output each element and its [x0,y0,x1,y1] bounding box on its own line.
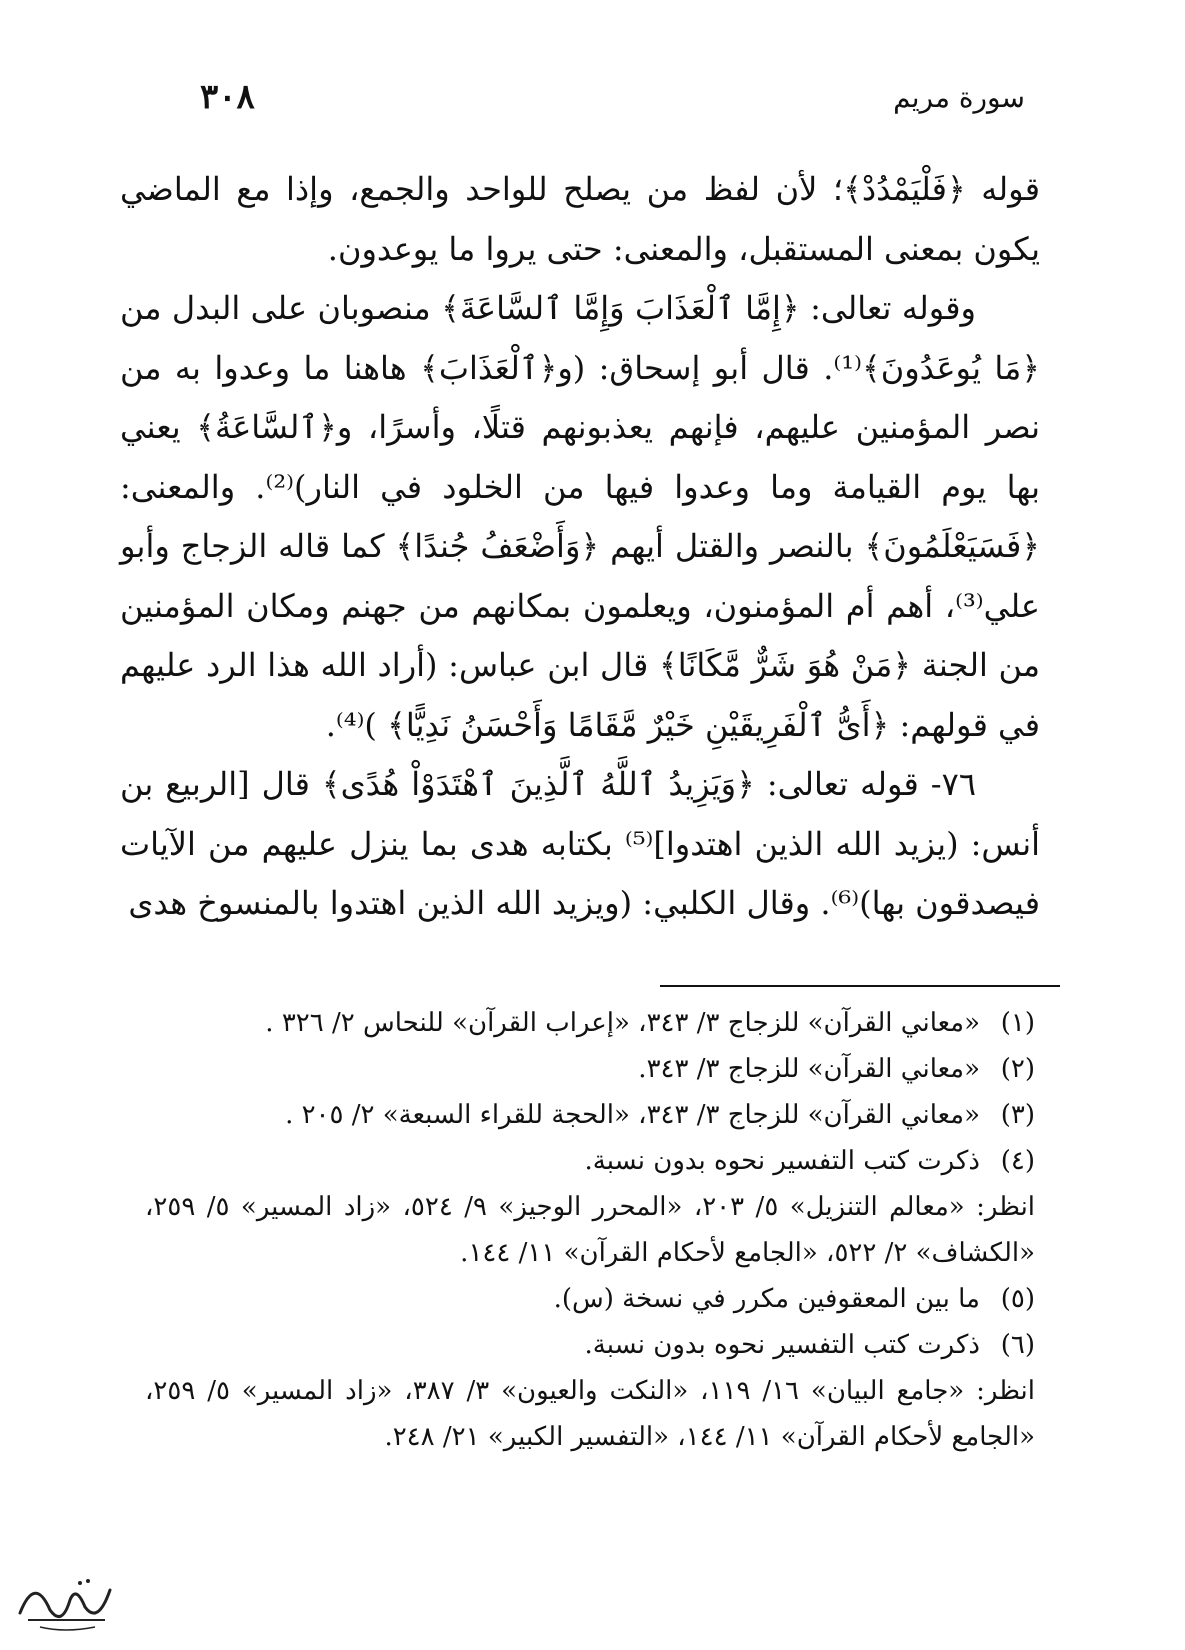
footnote-text: ذكرت كتب التفسير نحوه بدون نسبة. [584,1146,980,1176]
footnote-number: (٢) [1000,1054,1035,1084]
footnote-continuation: انظر: «جامع البيان» ١٦/ ١١٩، «النكت والعيون» ٣/ ٣٨٧، «زاد المسير» ٥/ ٢٥٩، «الجامع لأحكام القرآن» ١١/ ١٤٤، «التفسير الكبير» ٢١/ ٢٤٨. [145,1376,1035,1452]
footnote [145,1138,1035,1184]
paragraph: وقوله تعالى: ﴿إِمَّا ٱلْعَذَابَ وَإِمَّا ٱلسَّاعَةَ﴾ منصوبان على البدل من ﴿مَا يُوعَدُونَ﴾⁽¹⁾. قال أبو إسحاق: (و﴿ٱلْعَذَابَ﴾ هاهنا ما وعدوا به من نصر المؤمنين عليهم، فإنهم يعذبونهم قتلًا، وأسرًا، و﴿ٱلسَّاعَةُ﴾ يعني بها يوم القيامة وما وعدوا فيها من الخلود في النار)⁽²⁾. والمعنى: ﴿فَسَيَعْلَمُونَ﴾ بالنصر والقتل أيهم ﴿وَأَضْعَفُ جُندًا﴾ كما قاله الزجاج وأبو علي⁽³⁾، أهم أم المؤمنون، ويعلمون بمكانهم من جهنم ومكان المؤمنين من الجنة ﴿مَنْ هُوَ شَرٌّ مَّكَانًا﴾ قال ابن عباس: (أراد الله هذا الرد عليهم في قولهم: ﴿أَىُّ ٱلْفَرِيقَيْنِ خَيْرٌ مَّقَامًا وَأَحْسَنُ نَدِيًّا﴾ )⁽⁴⁾. [120,289,1041,744]
paragraph: قوله ﴿فَلْيَمْدُدْ﴾؛ لأن لفظ من يصلح للواحد والجمع، وإذا مع الماضي يكون بمعنى المستقبل، والمعنى: حتى يروا ما يوعدون. [120,170,1040,268]
footnotes [145,1000,1035,1460]
footnote-number: (٦) [1000,1330,1035,1360]
footnote [145,1092,1035,1138]
surah-title: سورة مريم [893,80,1025,114]
footnote-text: ذكرت كتب التفسير نحوه بدون نسبة. [584,1330,980,1360]
page-number: ٣٠٨ [200,77,255,117]
footnote-number: (٣) [1000,1100,1035,1130]
footnote-continuation: انظر: «معالم التنزيل» ٥/ ٢٠٣، «المحرر الوجيز» ٩/ ٥٢٤، «زاد المسير» ٥/ ٢٥٩، «الكشاف» ٢/ ٥٢٢، «الجامع لأحكام القرآن» ١١/ ١٤٤. [145,1192,1036,1268]
footnote-text: «معاني القرآن» للزجاج ٣/ ٣٤٣. [638,1054,980,1084]
footnote [145,1000,1035,1046]
footnote-number: (٤) [1000,1146,1035,1176]
main-text [120,160,1040,934]
footnote-text: ما بين المعقوفين مكرر في نسخة (س). [553,1284,980,1314]
paragraph: ٧٦- قوله تعالى: ﴿وَيَزِيدُ ٱللَّهُ ٱلَّذِينَ ٱهْتَدَوْاْ هُدًى﴾ قال [الربيع بن أنس: (يزيد الله الذين اهتدوا]⁽⁵⁾ بكتابه هدى بما ينزل عليهم من الآيات فيصدقون بها)⁽⁶⁾. وقال الكلبي: (ويزيد الله الذين اهتدوا بالمنسوخ هدى [120,765,1041,922]
footnote [145,1046,1035,1092]
footnote [145,1322,1035,1368]
footnote-number: (١) [1000,1008,1035,1038]
footnote-number: (٥) [1000,1284,1035,1314]
calligraphy-stamp-logo [10,1565,120,1635]
page-header [200,72,1025,122]
footnote-divider [660,985,1060,987]
footnote [145,1276,1035,1322]
footnote-text: «معاني القرآن» للزجاج ٣/ ٣٤٣، «الحجة للقراء السبعة» ٢/ ٢٠٥ . [285,1100,980,1130]
footnote-text: «معاني القرآن» للزجاج ٣/ ٣٤٣، «إعراب القرآن» للنحاس ٢/ ٣٢٦ . [265,1008,980,1038]
